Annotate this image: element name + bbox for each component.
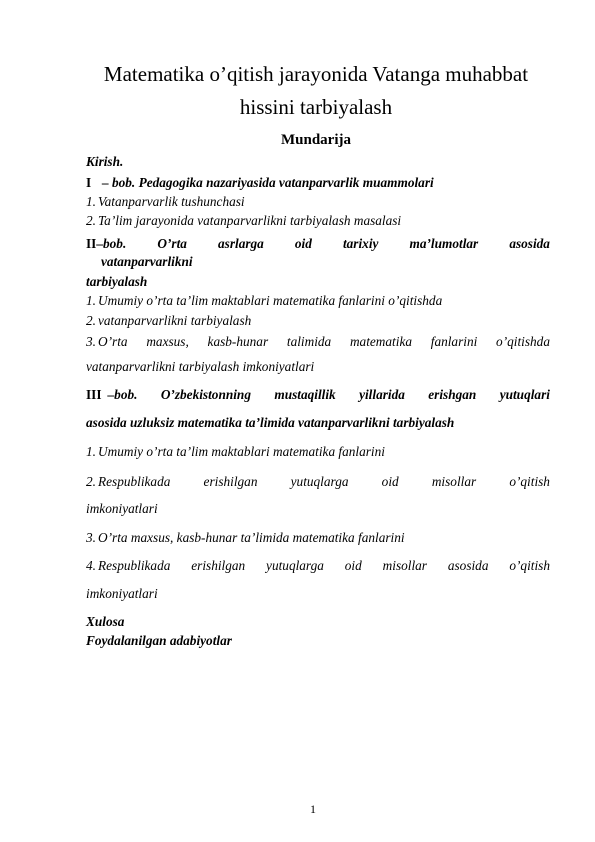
document-title <box>84 58 548 124</box>
contents-heading: Mundarija <box>280 132 351 148</box>
toc-chapter-3-cont: asosida uzluksiz matematika ta’limida vatanparvarlikni tarbiyalash <box>86 415 455 430</box>
toc-references: Foydalanilgan adabiyotlar <box>86 633 232 648</box>
toc-chapter-1 <box>86 174 550 192</box>
toc-chapter-2-line-3: tarbiyalash <box>86 274 148 289</box>
toc-ch3-item-4-cont: imkoniyatlari <box>86 586 158 601</box>
toc-ch3-item-2-cont: imkoniyatlari <box>86 501 158 516</box>
toc-ch1-item-2: 2. Ta’lim jarayonida vatanparvarlikni tarbiyalash masalasi <box>86 213 402 228</box>
toc-intro: Kirish. <box>86 154 124 169</box>
page-number: 1 <box>310 802 316 816</box>
toc-chapter-3: III –bob. O’zbekistonning mustaqillik yillarida erishgan yutuqlari <box>86 387 550 402</box>
title-line-2: hissini tarbiyalash <box>239 95 393 119</box>
title-line-1: Matematika o’qitish jarayonida Vatanga muhabbat <box>103 62 529 86</box>
chapter-1-roman: I <box>86 175 92 190</box>
toc-conclusion: Xulosa <box>86 614 125 629</box>
toc-ch3-item-2: 2. Respublikada erishilgan yutuqlarga oid misollar o’qitish <box>86 474 550 489</box>
toc-chapter-2-line-2: vatanparvarlikni <box>101 254 193 269</box>
toc-ch3-item-1: 1. Umumiy o’rta ta’lim maktablari matematika fanlarini <box>86 444 385 459</box>
toc-chapter-2: II–bob. O’rta asrlarga oid tarixiy ma’lumotlar asosida <box>86 236 550 251</box>
toc-ch3-item-4: 4. Respublikada erishilgan yutuqlarga oid misollar asosida o’qitish <box>86 558 550 573</box>
toc-ch2-item-2: 2. vatanparvarlikni tarbiyalash <box>86 313 252 328</box>
toc-ch3-item-3: 3. O’rta maxsus, kasb-hunar ta’limida matematika fanlarini <box>86 530 405 545</box>
toc-ch2-item-1: 1. Umumiy o’rta ta’lim maktablari matematika fanlarini o’qitishda <box>86 293 443 308</box>
toc-ch2-item-3: 3. O’rta maxsus, kasb-hunar talimida matematika fanlarini o’qitishda <box>86 334 550 349</box>
toc-ch1-item-1: 1. Vatanparvarlik tushunchasi <box>86 194 245 209</box>
toc-ch2-item-3-cont: vatanparvarlikni tarbiyalash imkoniyatlari <box>86 359 315 374</box>
chapter-1-title: – bob. Pedagogika nazariyasida vatanparvarlik muammolari <box>102 175 434 190</box>
chapter-2-roman: II–bob. <box>86 236 127 251</box>
